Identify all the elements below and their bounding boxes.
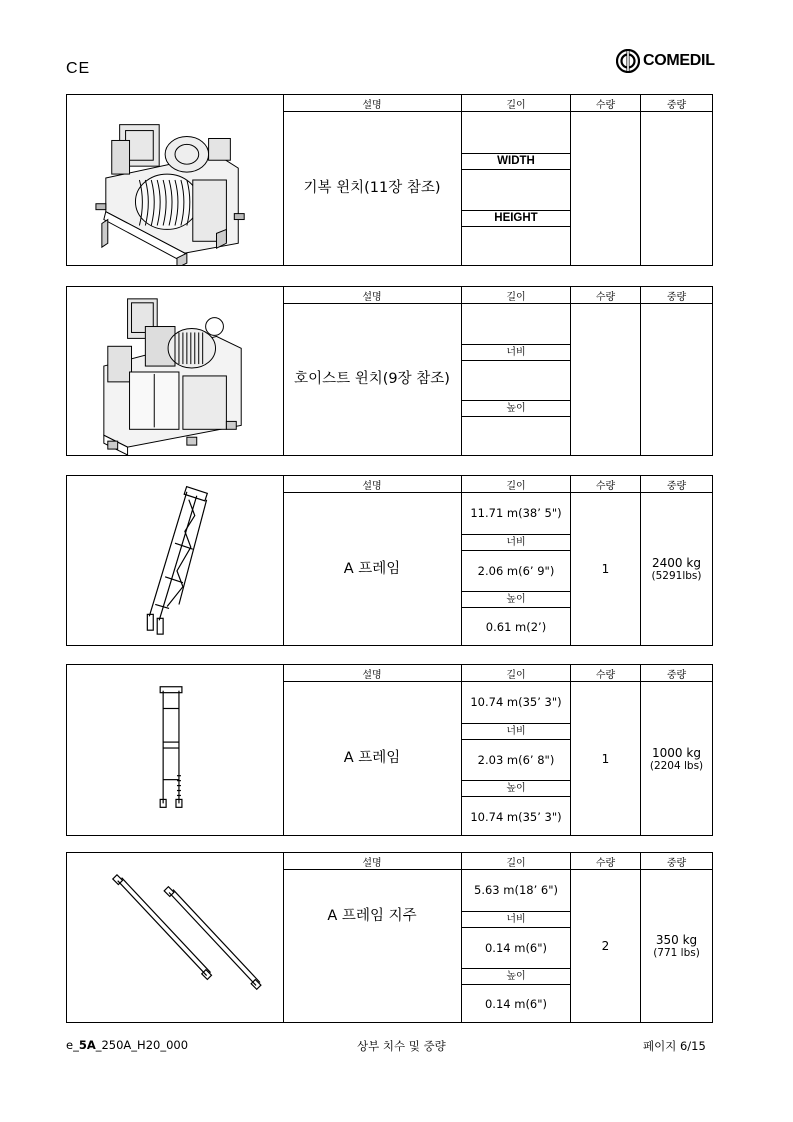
width-value-cell (462, 740, 570, 780)
width-label: WIDTH (497, 155, 535, 167)
width-value-line: (6’ 8") (518, 752, 555, 767)
weight-lbs: (2204 lbs) (649, 759, 704, 772)
component-image (67, 853, 284, 1022)
width-value-line: (6’ 9") (518, 563, 555, 578)
doc-code-prefix: e_ (66, 1038, 79, 1052)
quantity (570, 682, 640, 835)
width-value-line: (6") (525, 940, 548, 955)
width-value-line: 2.06 m (477, 563, 519, 578)
component-block (66, 286, 713, 456)
a-frame-vertical-drawing (67, 665, 283, 835)
height-value-line: (2’) (526, 620, 547, 634)
header-weight: 중량 (640, 287, 712, 304)
height-label-cell (462, 400, 570, 417)
weight-lbs: (771 lbs) (653, 947, 700, 959)
width-value-cell (462, 551, 570, 591)
height-label: 높이 (506, 594, 526, 605)
width-value-cell (462, 928, 570, 968)
header-desc: 설명 (283, 853, 461, 870)
header-desc: 설명 (283, 476, 461, 493)
len-value-cell (462, 112, 570, 153)
height-label: 높이 (506, 403, 526, 414)
header-weight: 중량 (640, 476, 712, 493)
header-weight: 중량 (640, 95, 712, 112)
len-value-cell (462, 304, 570, 344)
component-block (66, 94, 713, 266)
quantity (570, 870, 640, 1022)
len-value-line: (38’ 5") (518, 506, 562, 520)
a-frame-struts-drawing (67, 853, 283, 1022)
height-value-line: 0.61 m (485, 620, 527, 634)
ce-mark: CE (66, 60, 91, 77)
spec-grid (283, 476, 712, 645)
page-number: 페이지 6/15 (643, 1039, 706, 1053)
length-column (461, 304, 570, 455)
header-length: 길이 (461, 95, 570, 112)
len-value-line: 5.63 m (474, 883, 515, 897)
width-label: 너비 (506, 726, 526, 737)
spec-grid (283, 853, 712, 1022)
height-value-cell (462, 797, 570, 837)
len-value-line: (35’ 3") (518, 695, 562, 709)
height-label: HEIGHT (494, 212, 538, 224)
desc-line: (11장 참조) (364, 180, 441, 196)
header-weight: 중량 (640, 853, 712, 870)
height-value-cell (462, 608, 570, 647)
quantity-value: 1 (601, 751, 610, 766)
description (283, 870, 461, 1022)
quantity-value: 1 (601, 562, 610, 576)
desc-line: A 프레임 (343, 750, 401, 766)
component-image (67, 287, 284, 455)
quantity (570, 112, 640, 265)
height-label: 높이 (506, 783, 526, 794)
description (283, 682, 461, 835)
width-value-line: 2.03 m (477, 752, 519, 767)
width-label: 너비 (506, 347, 526, 358)
height-value-cell (462, 227, 570, 267)
header-length: 길이 (461, 665, 570, 682)
desc-line: 호이스트 윈치 (294, 371, 383, 387)
width-value-cell (462, 170, 570, 210)
header-qty: 수량 (570, 665, 640, 682)
len-value-cell (462, 682, 570, 723)
height-value-line: 10.74 m (470, 809, 519, 824)
component-block (66, 664, 713, 836)
weight (640, 304, 712, 455)
len-value-line: (18’ 6") (514, 883, 558, 897)
len-value-line: 10.74 m (470, 695, 519, 709)
length-column (461, 112, 570, 265)
header-desc: 설명 (283, 95, 461, 112)
quantity (570, 493, 640, 645)
height-value-cell (462, 985, 570, 1024)
description (283, 493, 461, 645)
height-value-line: (35’ 3") (518, 809, 562, 824)
desc-line: 기복 윈치 (303, 180, 365, 196)
len-value-cell (462, 870, 570, 911)
description (283, 112, 461, 265)
weight-kg: 2400 kg (652, 556, 701, 570)
header-qty: 수량 (570, 476, 640, 493)
luffing-winch-drawing (67, 95, 283, 265)
width-label: 너비 (506, 537, 526, 548)
header-qty: 수량 (570, 95, 640, 112)
weight (640, 493, 712, 645)
weight-lbs: (5291lbs) (651, 570, 702, 582)
spec-grid (283, 95, 712, 265)
desc-line: A 프레임 지주 (327, 907, 417, 924)
doc-code-bold: 5A (78, 1038, 96, 1052)
height-label-cell (462, 780, 570, 797)
width-label: 너비 (506, 914, 526, 925)
len-value-cell (462, 493, 570, 534)
height-label: 높이 (506, 971, 526, 982)
length-column (461, 493, 570, 645)
description (283, 304, 461, 455)
a-frame-diagonal-drawing (67, 476, 283, 645)
height-value-line: 0.14 m (484, 997, 526, 1011)
header-desc: 설명 (283, 665, 461, 682)
doc-code-rest: _250A_H20_000 (95, 1038, 189, 1052)
width-value-line: 0.14 m (484, 940, 526, 955)
width-label-cell (462, 344, 570, 361)
height-label-cell (462, 210, 570, 227)
height-label-cell (462, 591, 570, 608)
component-image (67, 665, 284, 835)
width-label-cell (462, 723, 570, 740)
height-label-cell (462, 968, 570, 985)
weight (640, 870, 712, 1022)
len-value-line: 11.71 m (470, 506, 519, 520)
height-value-cell (462, 417, 570, 457)
doc-code (66, 1038, 188, 1052)
length-column (461, 682, 570, 835)
quantity (570, 304, 640, 455)
comedil-logo-icon (616, 49, 640, 73)
footer-title: 상부 치수 및 중량 (357, 1039, 446, 1053)
weight (640, 682, 712, 835)
weight (640, 112, 712, 265)
header-desc: 설명 (283, 287, 461, 304)
weight-kg: 350 kg (655, 933, 698, 947)
header-qty: 수량 (570, 287, 640, 304)
spec-grid (283, 665, 712, 835)
width-label-cell (462, 534, 570, 551)
header-length: 길이 (461, 853, 570, 870)
quantity-value: 2 (601, 939, 610, 953)
weight-kg: 1000 kg (652, 745, 701, 760)
header-qty: 수량 (570, 853, 640, 870)
header-length: 길이 (461, 287, 570, 304)
component-block (66, 475, 713, 646)
component-image (67, 95, 284, 265)
width-label-cell (462, 911, 570, 928)
hoist-winch-drawing (67, 287, 283, 455)
comedil-logo (616, 48, 715, 74)
width-value-cell (462, 361, 570, 400)
header-length: 길이 (461, 476, 570, 493)
brand-name: COMEDIL (643, 52, 715, 69)
spec-grid (283, 287, 712, 455)
height-value-line: (6") (525, 997, 548, 1011)
component-block (66, 852, 713, 1023)
header-weight: 중량 (640, 665, 712, 682)
width-label-cell (462, 153, 570, 170)
length-column (461, 870, 570, 1022)
desc-line: A 프레임 (343, 560, 401, 577)
component-image (67, 476, 284, 645)
desc-line: (9장 참조) (382, 371, 450, 387)
